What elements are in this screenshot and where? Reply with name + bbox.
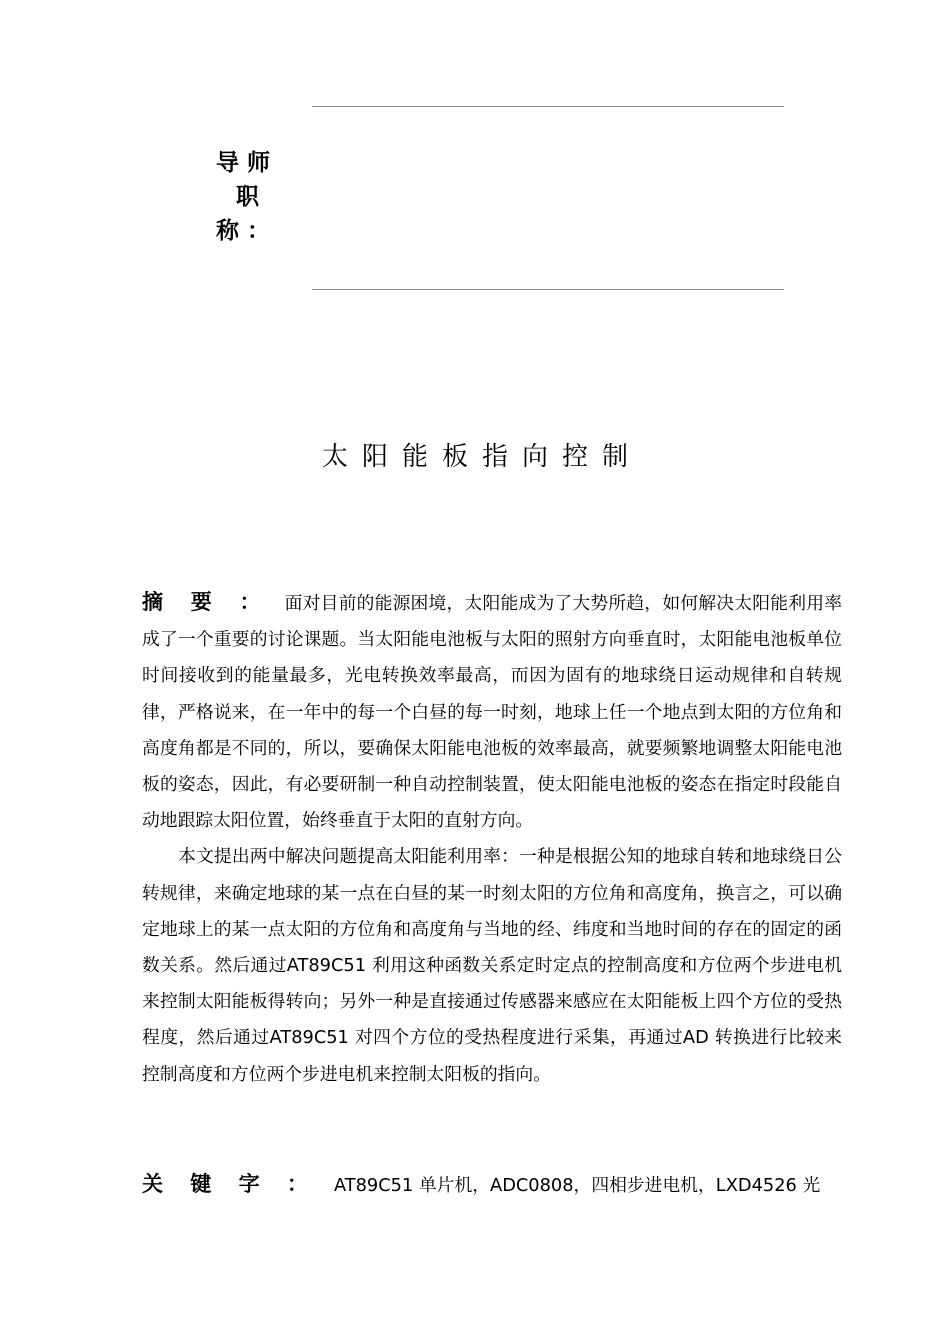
bottom-rule — [312, 289, 784, 290]
advisor-label-line1: 导 师 — [216, 150, 271, 176]
abstract-paragraph-2: 本文提出两中解决问题提高太阳能利用率：一种是根据公知的地球自转和地球绕日公转规律，来确定地球的某一点在白昼的某一时刻太阳的方位角和高度角，换言之，可以确定地球上的某一点太阳的方位角和高度角与当地的经、纬度和当地时间的存在的固定的函数关系。然后通过AT89C51 利用这种函数关系定时定点的控制高度和方位两个步进电机来控制太阳能板得转向；另外一种是直接通过传感器来感应在太阳能板上四个方位的受热程度，然后通过AT89C51 对四个方位的受热程度进行采集，再通过AD 转换进行比较来控制高度和方位两个步进电机来控制太阳板的指向。 — [142, 846, 842, 1085]
advisor-label-line2: 职 — [236, 184, 259, 210]
advisor-label-line3: 称 ： — [216, 218, 271, 244]
keywords-text: AT89C51 单片机，ADC0808，四相步进电机，LXD4526 光 — [333, 1175, 821, 1196]
abstract-label: 摘 要 ： — [142, 590, 271, 614]
advisor-title-label — [216, 146, 296, 248]
abstract-paragraph-1 — [142, 584, 842, 839]
keywords-section — [142, 1166, 852, 1204]
abstract-section — [142, 584, 842, 1093]
thesis-title: 太阳能板指向控制 — [321, 442, 642, 472]
top-rule — [312, 106, 784, 107]
keywords-label: 关 键 字 ： — [142, 1172, 318, 1196]
abstract-paragraph-1-text: 面对目前的能源困境，太阳能成为了大势所趋，如何解决太阳能利用率成了一个重要的讨论课题。当太阳能电池板与太阳的照射方向垂直时，太阳能电池板单位时间接收到的能量最多，光电转换效率最高，而因为固有的地球绕日运动规律和自转规律，严格说来，在一年中的每一个白昼的每一时刻，地球上任一个地点到太阳的方位角和高度角都是不同的，所以，要确保太阳能电池板的效率最高，就要频繁地调整太阳能电池板的姿态，因此，有必要研制一种自动控制装置，使太阳能电池板的姿态在指定时段能自动地跟踪太阳位置，始终垂直于太阳的直射方向。 — [142, 593, 842, 832]
